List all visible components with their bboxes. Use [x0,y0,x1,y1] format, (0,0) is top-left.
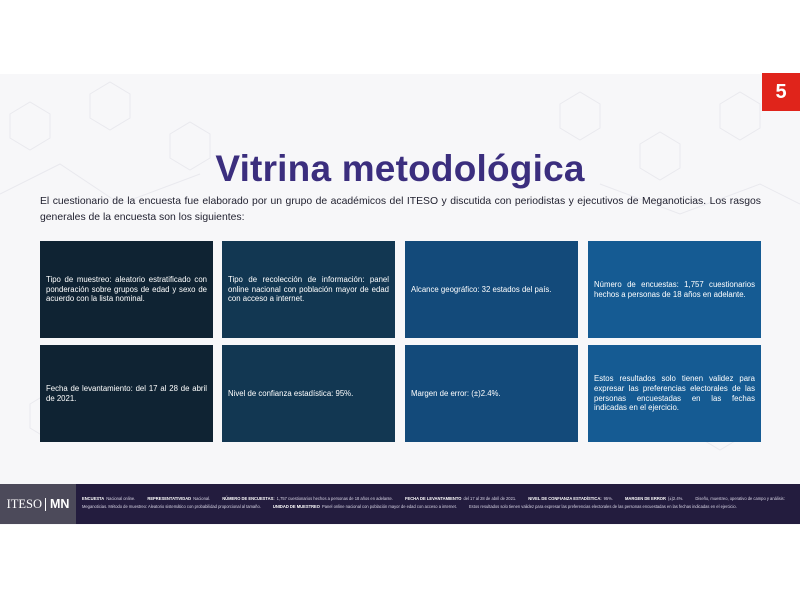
footer-label: REPRESENTATIVIDAD [147,496,192,501]
footer-segment [273,504,457,509]
footer-text: (±)2.4%. [667,496,684,501]
footer-segment [82,504,261,509]
footer-segment [528,496,613,501]
methodology-card-margen [405,345,578,442]
card-text: Número de encuestas: 1,757 cuestionarios hechos a personas de 18 años en adelante. [594,279,755,299]
intro-paragraph: El cuestionario de la encuesta fue elaborado por un grupo de académicos del ITESO y discutida con periodistas y ejecutivos de Meganoticias. Los rasgos generales de la encuesta son los siguientes: [40,196,761,223]
footer-label: NÚMERO DE ENCUESTAS: [222,496,275,501]
footer-segment [147,496,210,501]
card-text: Nivel de confianza estadística: 95%. [228,388,354,398]
page-number-badge: 5 [762,73,800,111]
iteso-mn-logo [0,484,76,524]
footer-label: UNIDAD DE MUESTREO [272,504,320,509]
logo-iteso: ITESO [6,496,42,511]
footer-text: 95%. [603,496,613,501]
footer-segment [625,496,683,501]
footer-text: Diseño, muestreo, operativo de campo y análisis: [695,496,785,501]
footer-segment [82,496,135,501]
footer-bar [0,484,800,524]
footer-text: 1,757 cuestionarios hechos a personas de 18 años en adelante. [276,496,393,501]
logo-mn: MN [49,497,70,511]
footer-label: NIVEL DE CONFIANZA ESTADÍSTICA: [528,496,602,501]
card-text: Tipo de muestreo: aleatorio estratificado con ponderación sobre grupos de edad y sexo de acuerdo con la lista nominal. [46,275,207,304]
card-text: Estos resultados solo tienen validez para expresar las preferencias electorales de las personas encuestadas en las fechas indicadas en el ejercicio. [594,374,755,413]
card-text: Alcance geográfico: 32 estados del país. [411,284,552,294]
footer-segment [222,496,393,501]
methodology-card-alcance [405,241,578,338]
logo-divider [45,498,46,511]
footer-segment [405,496,516,501]
methodology-card-fecha [40,345,213,442]
methodology-card-confianza [222,345,395,442]
card-text: Fecha de levantamiento: del 17 al 28 de abril de 2021. [46,383,207,403]
footer-label: FECHA DE LEVANTAMIENTO [404,496,462,501]
footer-label: MARGEN DE ERROR [625,496,666,501]
footer-text: del 17 al 28 de abril de 2021. [463,496,517,501]
card-text: Margen de error: (±)2.4%. [411,388,501,398]
footer-text: Panel online nacional con población mayor de edad con acceso a internet. [321,504,457,509]
footer-line-2 [82,504,749,509]
footer-label: ENCUESTA [82,496,105,501]
card-text: Tipo de recolección de información: panel online nacional con población mayor de edad con acceso a internet. [228,275,389,304]
footer-text: Nacional online. [106,496,136,501]
methodology-card-numero [588,241,761,338]
footer-text: Nacional. [193,496,211,501]
footer-text: Meganoticias. Método de muestreo: Aleatorio sistemático con probabilidad proporcional al tamaño. [82,504,261,509]
page-title: Vitrina metodológica [215,148,585,189]
methodology-card-recoleccion [222,241,395,338]
methodology-card-muestreo [40,241,213,338]
footer-segment [695,496,784,501]
methodology-card-validez [588,345,761,442]
footer-text: Estos resultados solo tienen validez para expresar las preferencias electorales de las personas encuestadas en las fechas indicadas en el ejercicio. [468,504,737,509]
footer-line-1 [82,496,797,501]
footer-segment [469,504,737,509]
methodology-grid [40,241,761,443]
